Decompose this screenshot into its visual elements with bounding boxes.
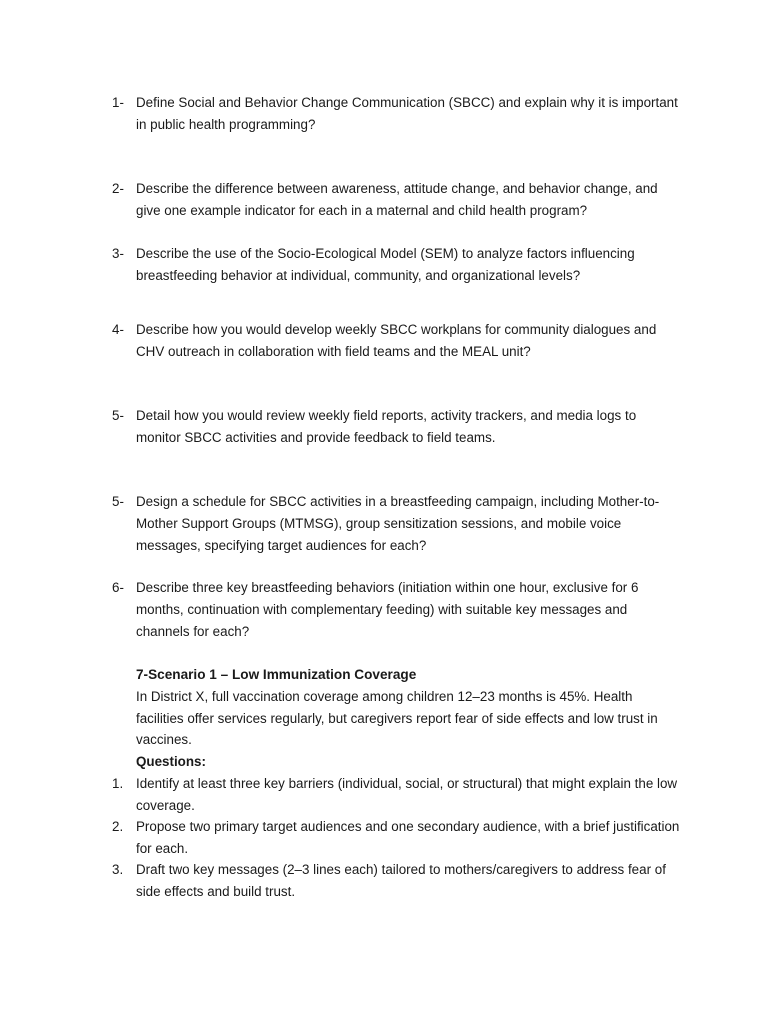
list-item — [112, 773, 682, 816]
question-5 — [112, 405, 682, 449]
question-2 — [112, 178, 682, 222]
question-1 — [112, 92, 682, 136]
list-item — [112, 816, 682, 859]
scenario-title: 7-Scenario 1 – Low Immunization Coverage — [136, 667, 417, 682]
list-item-number: 1. — [112, 776, 124, 791]
question-number: 6- — [112, 580, 124, 595]
list-item-text: Identify at least three key barriers (individual, social, or structural) that might explain the low coverage. — [136, 776, 678, 813]
question-number: 5- — [112, 408, 124, 423]
list-item — [112, 859, 682, 902]
list-item-number: 2. — [112, 819, 124, 834]
question-5b — [112, 491, 682, 557]
scenario-body: In District X, full vaccination coverage among children 12–23 months is 45%. Health facilities offer services regularly, but caregivers report fear of side effects and low trust in vaccines. — [136, 689, 658, 747]
question-number: 5- — [112, 494, 124, 509]
question-text: Design a schedule for SBCC activities in a breastfeeding campaign, including Mother-to-Mother Support Groups (MTMSG), group sensitization sessions, and mobile voice messages, specifying target audiences for each? — [136, 494, 660, 553]
list-item-text: Propose two primary target audiences and one secondary audience, with a brief justification for each. — [136, 819, 680, 856]
scenario-section — [136, 664, 682, 772]
question-4 — [112, 319, 682, 363]
list-item-number: 3. — [112, 862, 124, 877]
question-text: Detail how you would review weekly field reports, activity trackers, and media logs to monitor SBCC activities and provide feedback to field teams. — [136, 408, 637, 445]
question-text: Describe how you would develop weekly SBCC workplans for community dialogues and CHV outreach in collaboration with field teams and the MEAL unit? — [136, 322, 657, 359]
question-6 — [112, 577, 682, 643]
question-3 — [112, 243, 682, 287]
question-text: Describe the difference between awareness, attitude change, and behavior change, and give one example indicator for each in a maternal and child health program? — [136, 181, 658, 218]
list-item-text: Draft two key messages (2–3 lines each) tailored to mothers/caregivers to address fear of side effects and build trust. — [136, 862, 666, 899]
scenario-question-list — [112, 773, 682, 902]
question-text: Define Social and Behavior Change Communication (SBCC) and explain why it is important in public health programming? — [136, 95, 678, 132]
question-number: 1- — [112, 95, 124, 110]
question-number: 2- — [112, 181, 124, 196]
scenario-questions-heading: Questions: — [136, 753, 206, 769]
question-text: Describe the use of the Socio-Ecological Model (SEM) to analyze factors influencing breastfeeding behavior at individual, community, and organizational levels? — [136, 246, 635, 283]
question-number: 4- — [112, 322, 124, 337]
question-number: 3- — [112, 246, 124, 261]
question-text: Describe three key breastfeeding behaviors (initiation within one hour, exclusive for 6 months, continuation with complementary feeding) with suitable key messages and channels for each? — [136, 580, 639, 639]
